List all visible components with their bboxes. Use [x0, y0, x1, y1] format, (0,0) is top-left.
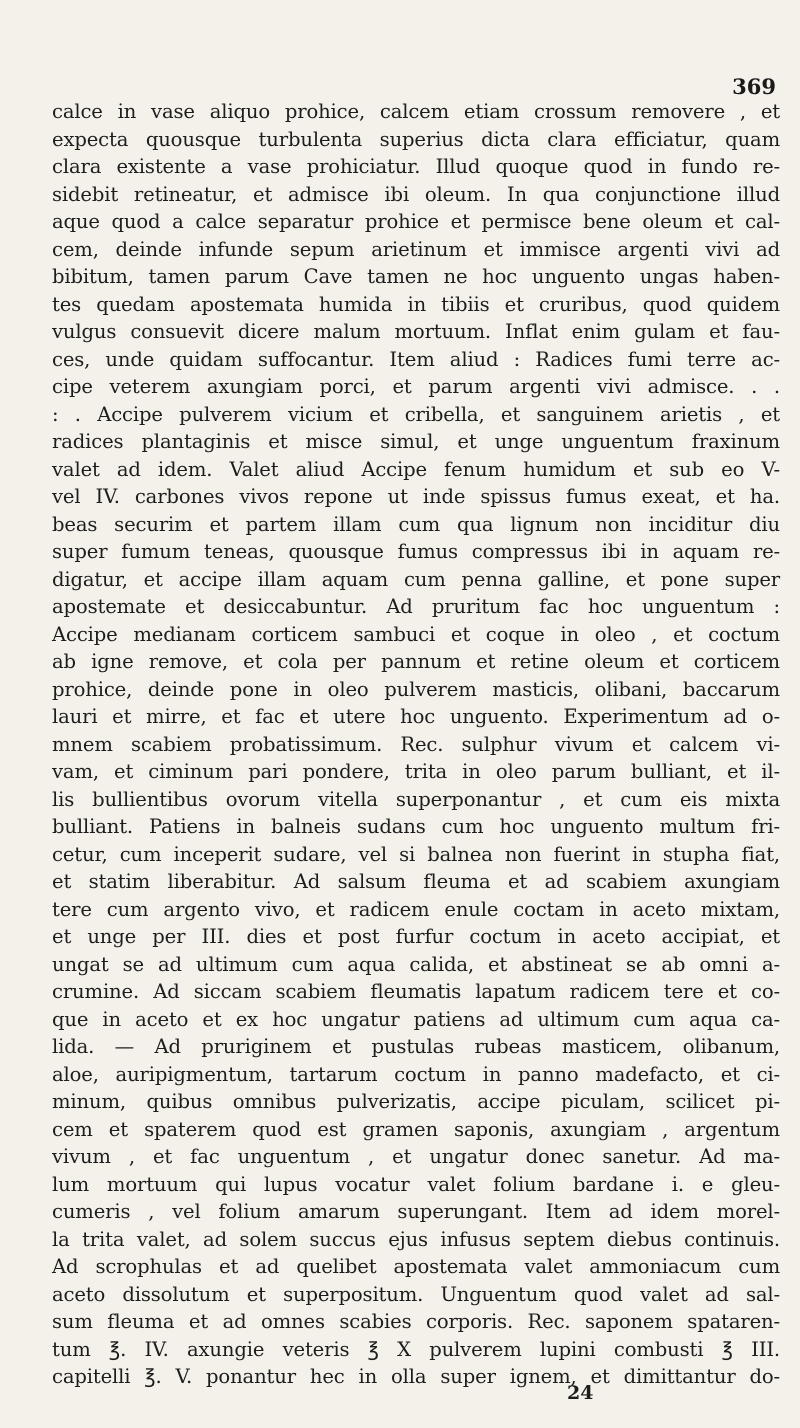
text-line: vulgus consuevit dicere malum mortuum. Inflat enim gulam et fau-: [52, 320, 780, 343]
text-line: vivum , et fac unguentum , et ungatur donec sanetur. Ad ma-: [52, 1145, 780, 1168]
text-line: ungat se ad ultimum cum aqua calida, et abstineat se ab omni a-: [52, 952, 780, 976]
text-line: ab igne remove, et cola per pannum et retine oleum et corticem: [52, 650, 780, 673]
text-line: calce in vase aliquo prohice, calcem etiam crossum removere , et: [52, 100, 780, 123]
page-number: 369: [732, 74, 776, 99]
text-line: Accipe medianam corticem sambuci et coque in oleo , et coctum: [52, 622, 780, 646]
text-line: capitelli ℥. V. ponantur hec in olla super ignem, et dimittantur do-: [52, 1365, 780, 1388]
text-line: cipe veterem axungiam porci, et parum argenti vivi admisce. . .: [52, 375, 780, 398]
text-line: cetur, cum inceperit sudare, vel si balnea non fuerint in stupha fiat,: [52, 842, 780, 866]
text-line: la trita valet, ad solem succus ejus infusus septem diebus continuis.: [52, 1227, 780, 1251]
text-line: valet ad idem. Valet aliud Accipe fenum humidum et sub eo V-: [52, 457, 780, 481]
text-line: lida. — Ad pruriginem et pustulas rubeas masticem, olibanum,: [52, 1035, 780, 1058]
text-line: digatur, et accipe illam aquam cum penna galline, et pone super: [52, 567, 780, 591]
text-line: expecta quousque turbulenta superius dicta clara efficiatur, quam: [52, 127, 780, 151]
text-line: cem, deinde infunde sepum arietinum et immisce argenti vivi ad: [52, 237, 780, 261]
text-line: crumine. Ad siccam scabiem fleumatis lapatum radicem tere et co-: [52, 980, 780, 1003]
text-line: beas securim et partem illam cum qua lignum non inciditur diu: [52, 512, 780, 536]
text-line: prohice, deinde pone in oleo pulverem masticis, olibani, baccarum: [52, 677, 780, 701]
text-line: super fumum teneas, quousque fumus compressus ibi in aquam re-: [52, 540, 780, 563]
text-line: apostemate et desiccabuntur. Ad pruritum fac hoc unguentum :: [52, 595, 780, 618]
text-line: aceto dissolutum et superpositum. Unguentum quod valet ad sal-: [52, 1282, 780, 1306]
text-line: et unge per III. dies et post furfur coctum in aceto accipiat, et: [52, 925, 780, 948]
text-line: sum fleuma et ad omnes scabies corporis. Rec. saponem spataren-: [52, 1310, 780, 1333]
text-line: mnem scabiem probatissimum. Rec. sulphur vivum et calcem vi-: [52, 732, 780, 756]
text-line: lauri et mirre, et fac et utere hoc unguento. Experimentum ad o-: [52, 705, 780, 728]
text-line: cem et spaterem quod est gramen saponis, axungiam , argentum: [52, 1117, 780, 1141]
text-line: vam, et ciminum pari pondere, trita in oleo parum bulliant, et il-: [52, 760, 780, 783]
text-line: tes quedam apostemata humida in tibiis et cruribus, quod quidem: [52, 292, 780, 316]
signature-mark: 24: [567, 1382, 594, 1404]
text-line: et statim liberabitur. Ad salsum fleuma et ad scabiem axungiam: [52, 870, 780, 893]
text-line: sidebit retineatur, et admisce ibi oleum. In qua conjunctione illud: [52, 182, 780, 206]
text-line: cumeris , vel folium amarum superungant. Item ad idem morel-: [52, 1200, 780, 1223]
text-line: bibitum, tamen parum Cave tamen ne hoc unguento ungas haben-: [52, 265, 780, 288]
text-line: Ad scrophulas et ad quelibet apostemata valet ammoniacum cum: [52, 1255, 780, 1278]
text-line: que in aceto et ex hoc ungatur patiens ad ultimum cum aqua ca-: [52, 1007, 780, 1031]
text-line: lum mortuum qui lupus vocatur valet folium bardane i. e gleu-: [52, 1172, 780, 1196]
text-line: bulliant. Patiens in balneis sudans cum hoc unguento multum fri-: [52, 815, 780, 838]
body-text: [52, 98, 780, 1391]
text-line: tum ℥. IV. axungie veteris ℥ X pulverem lupini combusti ℥ III.: [52, 1337, 780, 1361]
text-line: tere cum argento vivo, et radicem enule coctam in aceto mixtam,: [52, 897, 780, 921]
text-line: ces, unde quidam suffocantur. Item aliud : Radices fumi terre ac-: [52, 347, 780, 371]
text-line: lis bullientibus ovorum vitella superponantur , et cum eis mixta: [52, 787, 780, 811]
text-line: clara existente a vase prohiciatur. Illud quoque quod in fundo re-: [52, 155, 780, 178]
text-line: : . Accipe pulverem vicium et cribella, et sanguinem arietis , et: [52, 402, 780, 426]
text-line: vel IV. carbones vivos repone ut inde spissus fumus exeat, et ha.: [52, 485, 780, 508]
text-line: aque quod a calce separatur prohice et permisce bene oleum et cal-: [52, 210, 780, 233]
text-line: minum, quibus omnibus pulverizatis, accipe piculam, scilicet pi-: [52, 1090, 780, 1113]
text-line: radices plantaginis et misce simul, et unge unguentum fraxinum: [52, 430, 780, 453]
text-line: aloe, auripigmentum, tartarum coctum in panno madefacto, et ci-: [52, 1062, 780, 1086]
